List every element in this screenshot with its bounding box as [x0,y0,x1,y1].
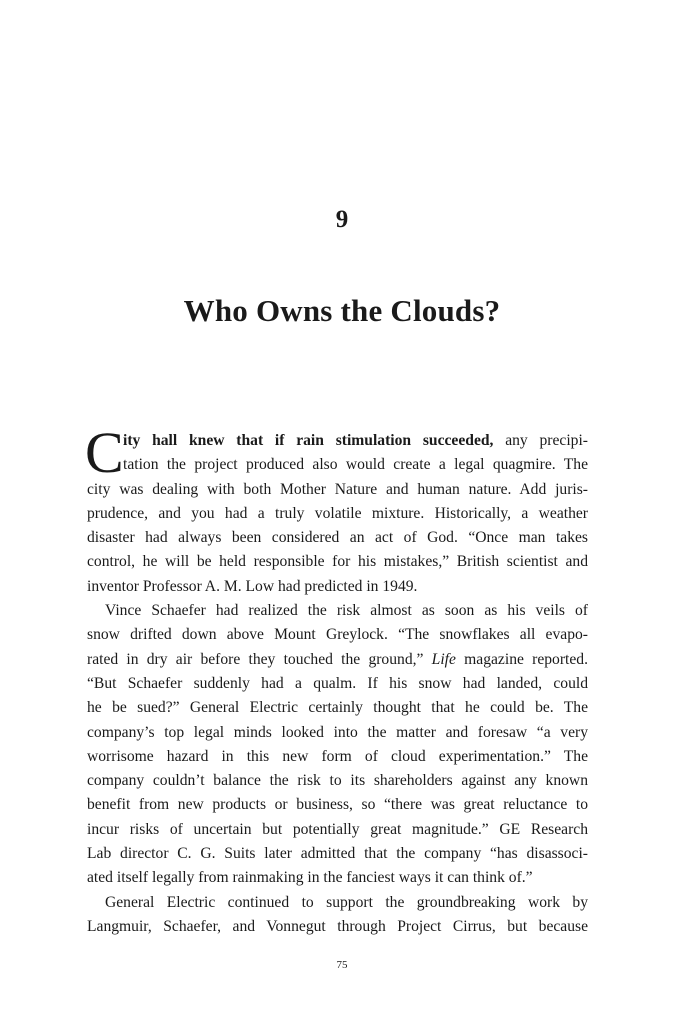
page-number: 75 [336,959,348,971]
body-text [85,420,588,939]
text-line: Langmuir, Schaefer, and Vonnegut through Project Cirrus, but because [87,917,588,935]
text-line: ated itself legally from rainmaking in the fanciest ways it can think of.” [87,869,533,887]
text-line-rest: any precipi- [493,432,588,449]
lead-in-bold: ity hall knew that if rain stimulation succeeded, [123,432,494,449]
text-line: he be sued?” General Electric certainly thought that he could be. The [87,699,588,717]
paragraph-3 [87,891,588,940]
text-line [87,429,588,453]
text-line: “But Schaefer suddenly had a qualm. If his snow had landed, could [87,674,588,692]
magazine-title: Life [431,650,456,668]
text-line [87,648,588,672]
text-line: snow drifted down above Mount Greylock. “The snowflakes all evapo- [87,626,588,644]
text-line: benefit from new products or business, so “there was great reluctance to [87,796,588,814]
text-line: control, he will be held responsible for his mistakes,” British scientist and [87,553,588,571]
text-line: Vince Schaefer had realized the risk almost as soon as his veils of [105,602,588,620]
text-line: General Electric continued to support the groundbreaking work by [105,893,588,911]
text-line: company couldn’t balance the risk to its shareholders against any known [87,772,588,790]
text-line: inventor Professor A. M. Low had predicted in 1949. [87,577,418,595]
text-segment: magazine reported. [455,650,588,668]
text-line: worrisome hazard in this new form of cloud experimentation.” The [87,747,588,765]
text-line: incur risks of uncertain but potentially great magnitude.” GE Research [87,820,588,838]
paragraph-1 [85,420,588,599]
text-line: Lab director C. G. Suits later admitted that the company “has disassoci- [87,845,588,863]
text-line: company’s top legal minds looked into the matter and foresaw “a very [87,723,588,741]
text-line: city was dealing with both Mother Nature and human nature. Add juris- [87,480,588,498]
chapter-number: 9 [335,206,349,233]
drop-cap: C [85,420,124,485]
text-segment: rated in dry air before they touched the ground,” [87,650,432,668]
chapter-title: Who Owns the Clouds? [183,293,501,328]
text-line: tation the project produced also would create a legal quagmire. The [123,456,588,474]
text-line: prudence, and you had a truly volatile mixture. Historically, a weather [87,504,588,522]
text-line: disaster had always been considered an act of God. “Once man takes [87,529,588,547]
paragraph-2 [87,599,588,891]
